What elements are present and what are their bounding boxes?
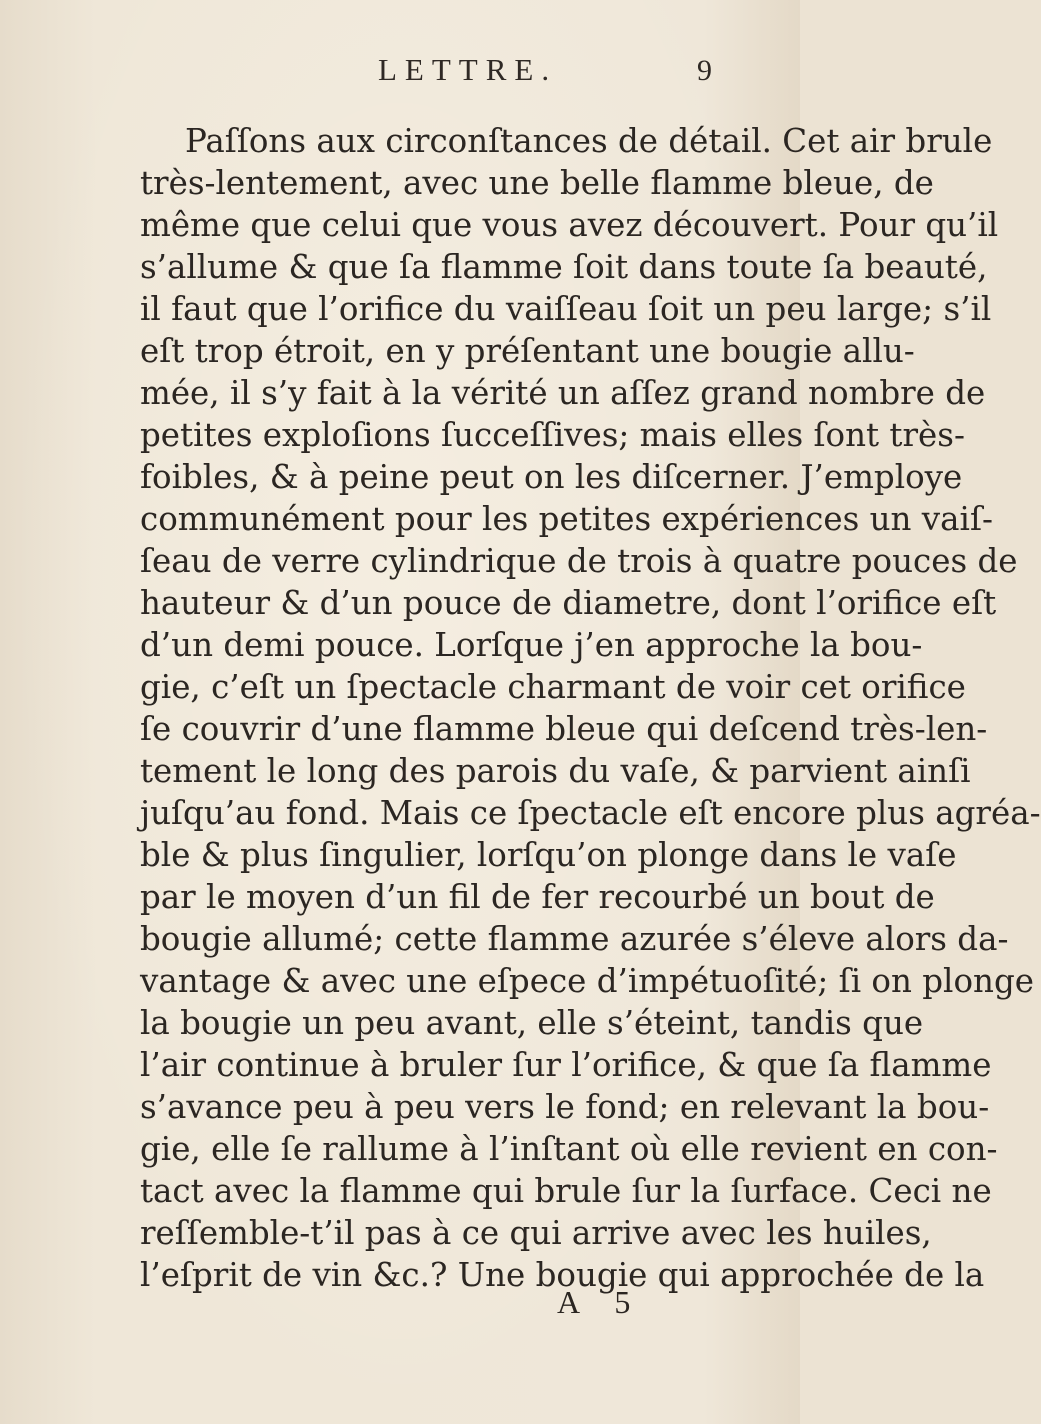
text-line: il faut que l’orifice du vaiſſeau ſoit un peu large; s’il bbox=[140, 290, 992, 328]
text-line: Paſſons aux circonſtances de détail. Cet air brule bbox=[185, 122, 993, 160]
text-line: communément pour les petites expériences un vaiſ- bbox=[140, 500, 993, 538]
text-line: s’avance peu à peu vers le fond; en relevant la bou- bbox=[140, 1088, 990, 1126]
text-line: tact avec la flamme qui brule ſur la ſurface. Ceci ne bbox=[140, 1172, 992, 1210]
text-line: petites exploſions ſucceſſives; mais elles ſont très- bbox=[140, 416, 965, 454]
text-line: eſt trop étroit, en y préſentant une bougie allu- bbox=[140, 332, 915, 370]
text-line: juſqu’au fond. Mais ce ſpectacle eſt encore plus agréa- bbox=[140, 794, 1041, 832]
page-footer bbox=[0, 1284, 800, 1334]
text-line: s’allume & que ſa flamme ſoit dans toute ſa beauté, bbox=[140, 248, 988, 286]
text-line: ble & plus ſingulier, lorſqu’on plonge dans le vaſe bbox=[140, 836, 957, 874]
running-head: LETTRE. bbox=[378, 52, 558, 87]
page-header bbox=[0, 52, 800, 102]
text-line: par le moyen d’un fil de fer recourbé un bout de bbox=[140, 878, 935, 916]
signature-mark: A 5 bbox=[557, 1284, 645, 1320]
text-line: même que celui que vous avez découvert. Pour qu’il bbox=[140, 206, 999, 244]
text-line: reſſemble-t’il pas à ce qui arrive avec les huiles, bbox=[140, 1214, 932, 1252]
text-line: très-lentement, avec une belle flamme bleue, de bbox=[140, 164, 934, 202]
text-line: vantage & avec une eſpece d’impétuoſité; ſi on plonge bbox=[140, 962, 1034, 1000]
text-line: gie, elle ſe rallume à l’inſtant où elle revient en con- bbox=[140, 1130, 998, 1168]
text-line: tement le long des parois du vaſe, & parvient ainſi bbox=[140, 752, 971, 790]
text-line: l’eſprit de vin &c.? Une bougie qui approchée de la bbox=[140, 1256, 985, 1294]
text-line: ſeau de verre cylindrique de trois à quatre pouces de bbox=[140, 542, 1018, 580]
text-line: hauteur & d’un pouce de diametre, dont l’orifice eſt bbox=[140, 584, 997, 622]
text-line: gie, c’eſt un ſpectacle charmant de voir cet orifice bbox=[140, 668, 966, 706]
text-line: bougie allumé; cette flamme azurée s’éleve alors da- bbox=[140, 920, 1009, 958]
text-line: la bougie un peu avant, elle s’éteint, tandis que bbox=[140, 1004, 924, 1042]
text-line: ſe couvrir d’une flamme bleue qui deſcend très-len- bbox=[140, 710, 988, 748]
text-line: mée, il s’y fait à la vérité un aſſez grand nombre de bbox=[140, 374, 986, 412]
text-line: foibles, & à peine peut on les diſcerner. J’employe bbox=[140, 458, 963, 496]
text-line: d’un demi pouce. Lorſque j’en approche la bou- bbox=[140, 626, 923, 664]
text-line: l’air continue à bruler ſur l’orifice, & que ſa flamme bbox=[140, 1046, 992, 1084]
page-number: 9 bbox=[697, 54, 712, 87]
